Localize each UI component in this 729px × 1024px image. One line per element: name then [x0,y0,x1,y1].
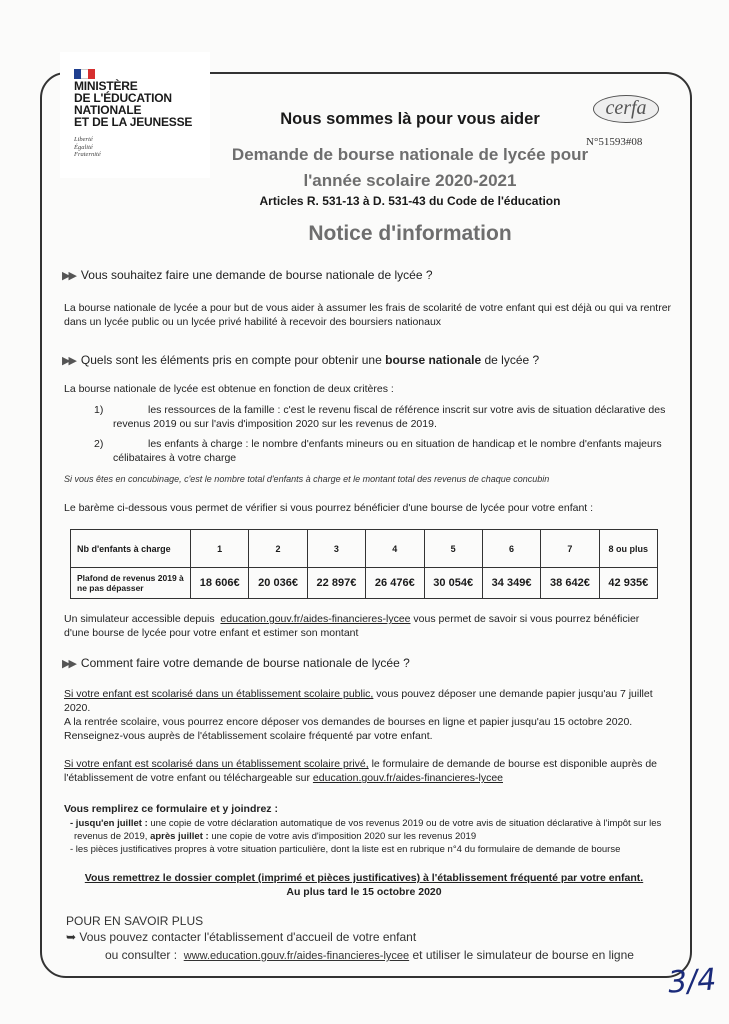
income-ceiling-table [70,529,658,599]
double-arrow-icon: ▶▶ [62,355,75,367]
table-row [71,530,658,568]
criteria-intro: La bourse nationale de lycée est obtenue en fonction de deux critères : [64,383,394,395]
table-cell: 5 [424,530,482,568]
section3-heading: ▶▶ Comment faire votre demande de bourse nationale de lycée ? [62,656,410,670]
fill-heading: Vous remplirez ce formulaire et y joindrez : [64,803,278,815]
form-title-line2: l'année scolaire 2020-2021 [303,171,517,190]
education-website-link[interactable]: www.education.gouv.fr/aides-financieres-lycee [183,950,410,962]
legal-articles: Articles R. 531-13 à D. 531-43 du Code de l'éducation [259,194,561,208]
table-cell: 18 606€ [191,568,249,599]
criterion2-line1: les enfants à charge : le nombre d'enfants mineurs ou en situation de handicap et le nombre d'enfants majeurs [148,438,662,450]
criterion1-number: 1) [94,404,104,416]
more-info-line1: ➥ Vous pouvez contacter l'établissement d'accueil de votre enfant [66,930,417,944]
submission-deadline: Au plus tard le 15 octobre 2020 [286,886,442,898]
public-line2: 2020. [64,702,91,714]
table-cell: 1 [191,530,249,568]
ministry-name: MINISTÈRE DE L'ÉDUCATION NATIONALE ET DE LA JEUNESSE [74,79,193,129]
double-arrow-icon: ▶▶ [62,270,75,282]
simulator-link[interactable]: education.gouv.fr/aides-financieres-lycee [220,613,411,625]
page-title: Nous sommes là pour vous aider [280,110,540,128]
form-title-line1: Demande de bourse nationale de lycée pour [231,145,589,164]
attachment-item2: - les pièces justificatives propres à votre situation particulière, dont la liste est en rubrique n°4 du formulaire de demande de bourse [70,844,621,855]
table-row [71,568,658,599]
table-cell: 26 476€ [366,568,424,599]
private-line2: l'établissement de votre enfant ou téléchargeable sur education.gouv.fr/aides-financieres-lycee [64,772,503,784]
public-line3: A la rentrée scolaire, vous pourrez encore déposer vos demandes de bourses en ligne et papier jusqu'au 15 octobre 2020. [64,716,633,728]
table-cell: 38 642€ [541,568,599,599]
cerfa-number: N°51593#08 [586,136,643,148]
private-line1: Si votre enfant est scolarisé dans un établissement scolaire privé, le formulaire de demande de bourse est disponible auprès de [64,758,658,770]
table-cell: 20 036€ [249,568,307,599]
table-cell: 22 897€ [307,568,365,599]
table-cell: 30 054€ [424,568,482,599]
table-row-label: Plafond de revenus 2019 à ne pas dépasser [71,568,191,599]
criterion2-line2: célibataires à votre charge [113,452,237,464]
more-info-heading: POUR EN SAVOIR PLUS [66,914,204,928]
notice-heading: Notice d'information [308,222,512,245]
criterion1-line2: revenus 2019 ou sur l'avis d'imposition 2020 sur les revenus de 2019. [113,418,437,430]
simulator-line2: d'une bourse de lycée pour votre enfant et estimer son montant [64,627,359,639]
simulator-line1: Un simulateur accessible depuis education.gouv.fr/aides-financieres-lycee vous permet de savoir si vous pourrez bénéficier [64,613,640,625]
criterion2-number: 2) [94,438,104,450]
section1-heading: ▶▶ Vous souhaitez faire une demande de bourse nationale de lycée ? [62,268,433,282]
table-cell: 3 [307,530,365,568]
republic-motto: Liberté Égalité Fraternité [74,136,101,158]
double-arrow-icon: ▶▶ [62,658,75,670]
table-cell: 42 935€ [599,568,657,599]
public-line4: Renseignez-vous auprès de l'établissement scolaire fréquenté par votre enfant. [64,730,433,742]
cerfa-logo: cerfa [593,95,659,123]
public-line1: Si votre enfant est scolarisé dans un établissement scolaire public, vous pouvez déposer une demande papier jusqu'au 7 juillet [64,688,653,700]
section1-text-line2: dans un lycée public ou un lycée privé habilité à recevoir des boursiers nationaux [64,316,442,328]
table-cell: 8 ou plus [599,530,657,568]
flag-icon [74,66,96,76]
form-download-link[interactable]: education.gouv.fr/aides-financieres-lycee [312,772,503,784]
section2-heading: ▶▶ Quels sont les éléments pris en compte pour obtenir une bourse nationale de lycée ? [62,353,540,367]
table-cell: 34 349€ [482,568,540,599]
submission-line1: Vous remettrez le dossier complet (imprimé et pièces justificatives) à l'établissement fréquenté par votre enfant. [84,872,644,884]
concubinage-note: Si vous êtes en concubinage, c'est le nombre total d'enfants à charge et le montant total des revenus de chaque concubin [64,474,550,484]
criterion1-line1: les ressources de la famille : c'est le revenu fiscal de référence inscrit sur votre avis de situation déclarative des [148,404,666,416]
table-cell: 7 [541,530,599,568]
handwritten-page-mark: 3/4 [666,962,718,1001]
table-cell: 6 [482,530,540,568]
bareme-intro: Le barème ci-dessous vous permet de vérifier si vous pourrez bénéficier d'une bourse de lycée pour votre enfant : [64,502,594,514]
more-info-line2: ou consulter : www.education.gouv.fr/aides-financieres-lycee et utiliser le simulateur de bourse en ligne [105,948,634,962]
attachment-item1-line2: revenus de 2019, après juillet : une copie de votre avis d'imposition 2020 sur les revenus 2019 [74,831,477,842]
table-row-label: Nb d'enfants à charge [71,530,191,568]
table-cell: 4 [366,530,424,568]
attachment-item1-line1: - jusqu'en juillet : une copie de votre déclaration automatique de vos revenus 2019 ou de votre avis de situation déclarative à l'impôt sur les [70,818,662,829]
table-cell: 2 [249,530,307,568]
section1-text-line1: La bourse nationale de lycée a pour but de vous aider à assumer les frais de scolarité de votre enfant qui est déjà ou qui va rentrer [64,302,672,314]
curved-arrow-icon: ➥ [66,930,77,944]
